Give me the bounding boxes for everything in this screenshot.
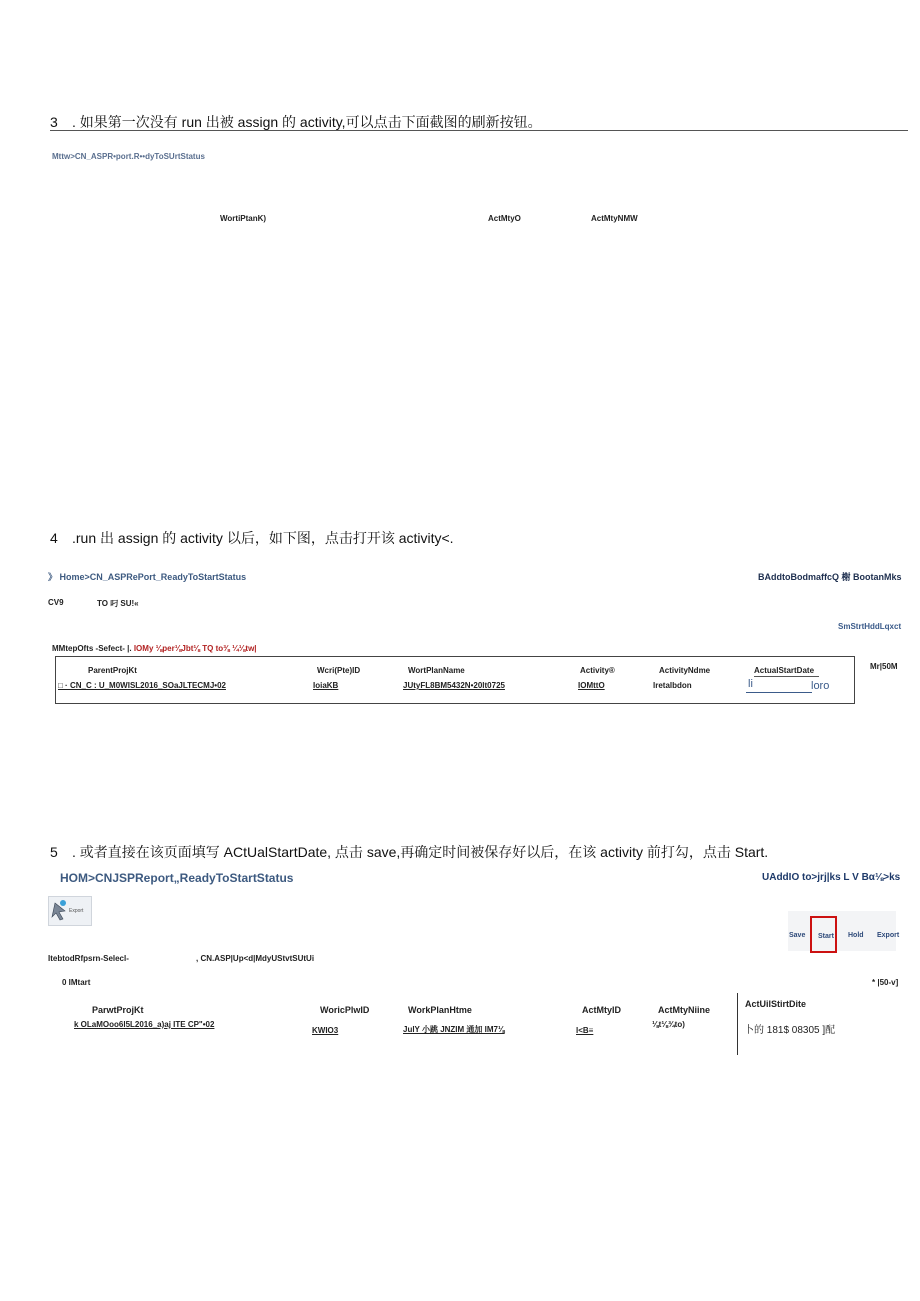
start-button-highlight[interactable]	[810, 916, 837, 953]
page-size-label[interactable]: Mr|50M	[870, 662, 898, 671]
date-input-value: li	[748, 678, 753, 690]
hold-button[interactable]: Hold	[848, 932, 864, 939]
page-size-select[interactable]: * |50-v]	[872, 978, 899, 987]
filter-value[interactable]: IOMy ⅛per⅛Jbt⅛ TQ to⅜ ¼⅛tw|	[133, 644, 257, 653]
start-checkbox-label[interactable]: 0 IMtart	[62, 978, 91, 987]
filter-label[interactable]: MMtepOfts -Sefect-	[52, 644, 125, 653]
breadcrumb-path[interactable]: Home>CN_ASPRePort_ReadyToStartStatus	[59, 572, 247, 582]
column-header-actual-start-date: ActUilStirtDite	[745, 999, 807, 1009]
column-header-actual-start-date: ActualStartDate	[754, 666, 815, 675]
column-header-activity-name: ActMtyNiine	[658, 1005, 711, 1015]
save-button[interactable]: Save	[789, 932, 806, 939]
step-4-instruction	[50, 528, 454, 548]
column-header-activity-id: ActMtyO	[488, 214, 521, 223]
export-thumbnail[interactable]	[48, 896, 92, 926]
actual-start-date-input[interactable]: 卜的 181$ 08305 ]配	[744, 1025, 836, 1036]
export-button[interactable]: Export	[877, 932, 900, 939]
workplan-name-link[interactable]: JulY 小跳 JNZIM 通加 IM7⅛	[403, 1025, 505, 1034]
column-header-parent-project: ParentProjKt	[88, 666, 137, 675]
step-3-instruction	[50, 112, 542, 132]
start-button[interactable]: Start	[818, 933, 834, 940]
row-label-cv9: CV9	[48, 598, 64, 607]
toolbar	[788, 911, 896, 951]
activity-id-link[interactable]: l<B≡	[576, 1026, 594, 1035]
start-hold-export-links[interactable]: SmStrtHddLqxct	[838, 622, 902, 631]
header-underline	[754, 676, 819, 677]
step-5-number: 5	[50, 844, 58, 860]
column-header-workplan: WortiPtanK)	[220, 214, 267, 223]
report-path: , CN.ASP|Up<d|MdyUStvtSUtUi	[196, 954, 315, 963]
column-header-parent-project: ParwtProjKt	[92, 1005, 144, 1015]
filter-label[interactable]: ItebtodRfpsrn-Selecl-	[48, 954, 129, 963]
actual-start-date-input[interactable]	[746, 678, 812, 693]
row-label-to: TO 叼 SU!«	[97, 599, 139, 608]
step-3-number: 3	[50, 114, 58, 130]
parent-project-link[interactable]: k OLaMOoo6l5L2016_a)aj ITE CP"•02	[74, 1020, 215, 1029]
step-4-text: .run 出 assign 的 activity 以后，如下图，点击打开该 activity<.	[72, 530, 454, 546]
activity-id-link[interactable]: IOMttO	[578, 681, 605, 690]
column-header-activity-id: ActMtyID	[582, 1005, 622, 1015]
filter-bar	[52, 644, 257, 653]
breadcrumb[interactable]	[48, 570, 246, 583]
column-header-activity: Activity®	[580, 666, 615, 675]
step-4-number: 4	[50, 530, 58, 546]
column-header-workplan-id: WoricPlwID	[320, 1005, 370, 1015]
breadcrumb-icon: 》	[48, 572, 58, 582]
bookmark-links[interactable]: UAddIO to>jrj|ks L V Bα⅛>ks	[762, 872, 901, 883]
column-header-activity-name: ActMtyNMW	[591, 214, 638, 223]
date-input-suffix: loro	[811, 680, 830, 692]
section-divider	[50, 130, 908, 131]
breadcrumb[interactable]: HOM>CNJSPReport„ReadyToStartStatus	[60, 871, 294, 885]
column-header-activity-name: ActivityNdme	[659, 666, 711, 675]
bookmark-links[interactable]: BAddtoBodmaffcQ 榭 BootanMks	[758, 572, 902, 582]
column-header-workplan-name: WortPlanName	[408, 666, 465, 675]
activity-name: lretalbdon	[653, 681, 692, 690]
column-divider	[737, 993, 738, 1055]
column-header-workplan-id: Wcri(Pte)ID	[317, 666, 361, 675]
parent-project-link[interactable]: □ · CN_C : U_M0WISL2016_SOaJLTECMJ•02	[58, 681, 226, 690]
step-3-text: . 如果第一次没有 run 出被 assign 的 activity,可以点击下面截图的刷新按钮。	[72, 114, 542, 130]
column-header-workplan-name: WorkPlanHtme	[408, 1005, 472, 1015]
breadcrumb[interactable]: Mttw>CN_ASPR•port.R••dyToSUrtStatus	[52, 152, 205, 161]
workplan-id-link[interactable]: KWIO3	[312, 1026, 339, 1035]
step-5-instruction	[50, 842, 768, 862]
activity-name: ⅛t⅛¾to)	[652, 1020, 685, 1029]
filter-separator: |.	[127, 644, 132, 653]
step-5-text: . 或者直接在该页面填写 ACtUalStartDate, 点击 save,再确定时间被保存好以后，在该 activity 前打勾，点击 Start.	[72, 844, 769, 860]
workplan-id-link[interactable]: IoiaKB	[313, 681, 339, 690]
export-thumb-label: Export	[69, 908, 84, 914]
report-table	[55, 656, 855, 704]
workplan-name-link[interactable]: JUtyFL8BM5432N•20lt0725	[403, 681, 505, 690]
